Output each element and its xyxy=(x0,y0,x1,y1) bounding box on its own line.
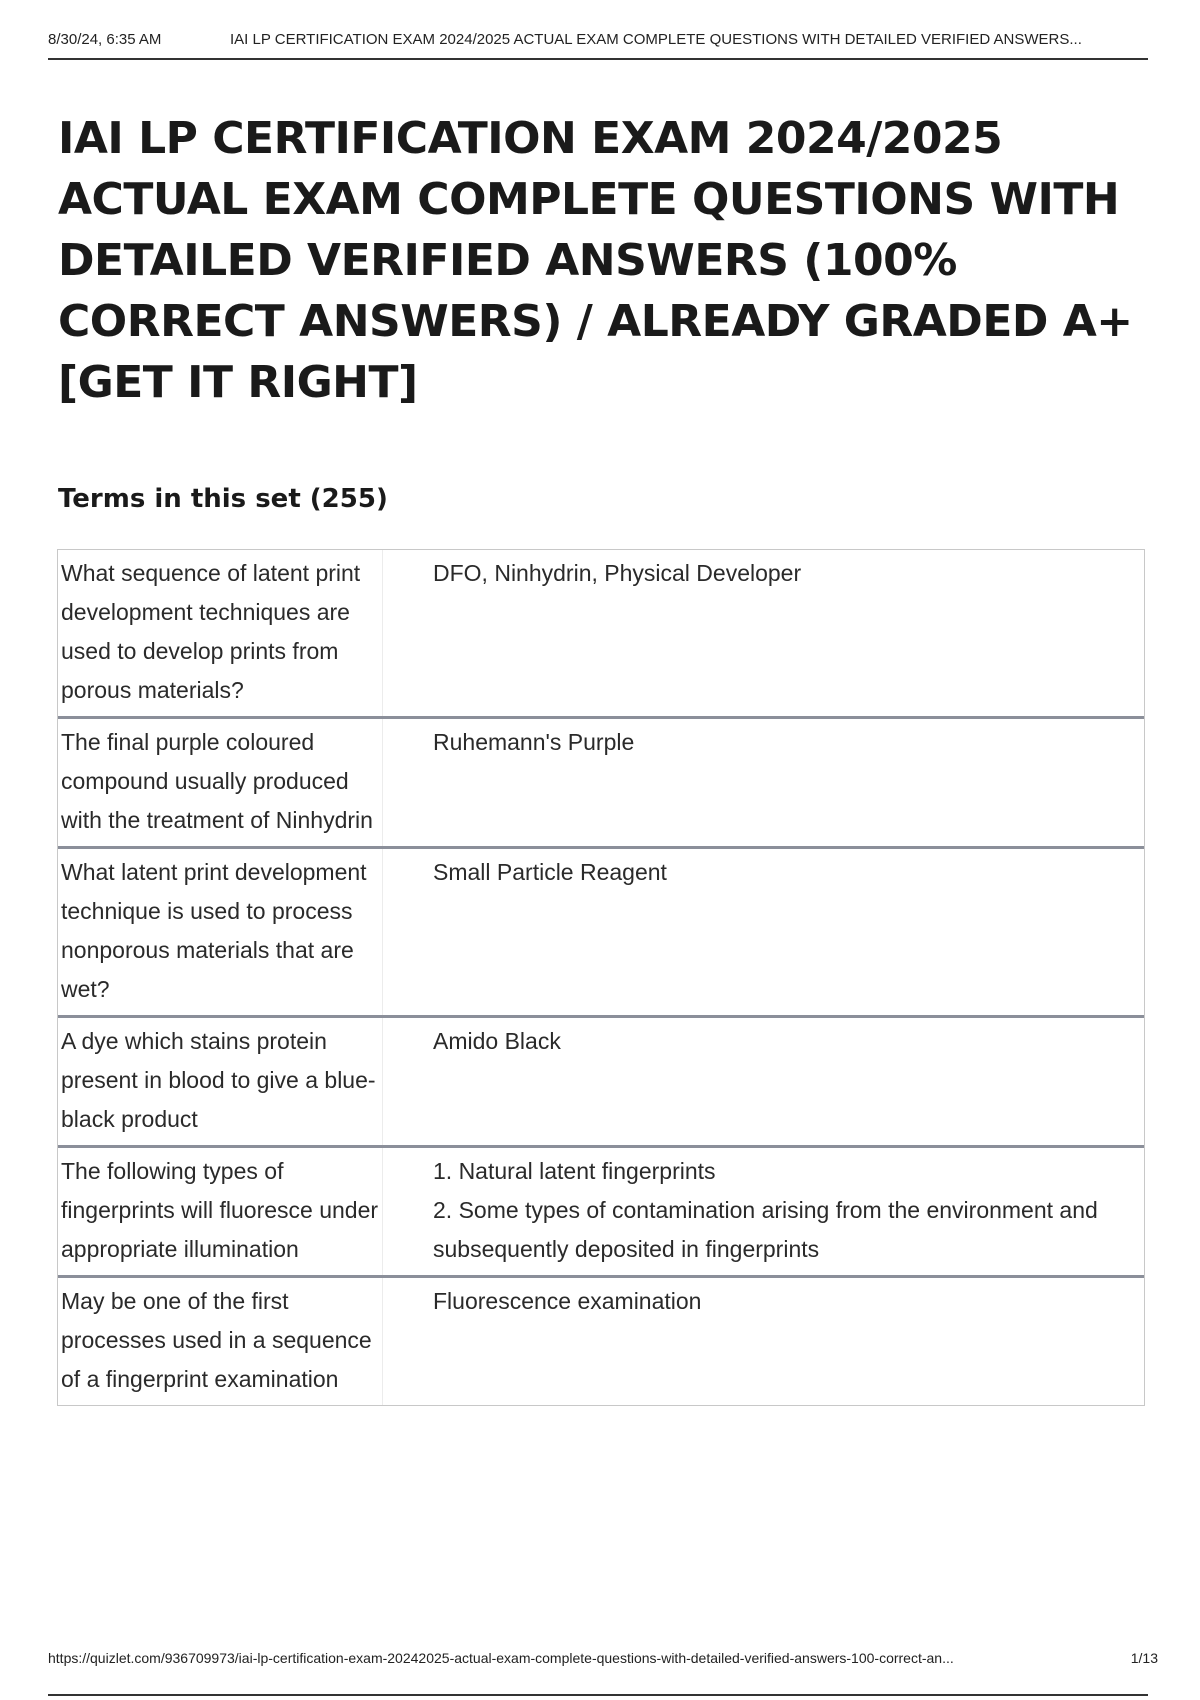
page-number: 1/13 xyxy=(1130,1650,1158,1666)
definition-line: Fluorescence examination xyxy=(433,1288,702,1314)
term-text: May be one of the first processes used in a sequence of a fingerprint examination xyxy=(58,1278,383,1405)
term-row xyxy=(58,849,1144,1018)
definition-text xyxy=(383,1148,1144,1275)
footer-divider xyxy=(48,1694,1148,1696)
definition-line: 2. Some types of contamination arising from the environment and subsequently deposited in fingerprints xyxy=(433,1197,1098,1262)
term-row xyxy=(58,1148,1144,1278)
page-title: IAI LP CERTIFICATION EXAM 2024/2025 ACTUAL EXAM COMPLETE QUESTIONS WITH DETAILED VERIFIED ANSWERS (100% CORRECT ANSWERS) / ALREADY GRADED A+ [GET IT RIGHT] xyxy=(58,113,1133,408)
print-header xyxy=(48,28,1148,60)
print-document-title: IAI LP CERTIFICATION EXAM 2024/2025 ACTUAL EXAM COMPLETE QUESTIONS WITH DETAILED VERIFIED ANSWERS... xyxy=(230,31,1082,48)
term-text: The final purple coloured compound usually produced with the treatment of Ninhydrin xyxy=(58,719,383,846)
definition-line: 1. Natural latent fingerprints xyxy=(433,1158,716,1184)
print-datetime: 8/30/24, 6:35 AM xyxy=(48,31,162,48)
print-url: https://quizlet.com/936709973/iai-lp-certification-exam-20242025-actual-exam-complete-questions-with-detailed-verified-answers-100-correct-an... xyxy=(48,1650,954,1666)
term-row xyxy=(58,550,1144,719)
definition-text xyxy=(383,550,1144,716)
term-row xyxy=(58,1018,1144,1148)
definition-text xyxy=(383,1278,1144,1405)
term-text: What latent print development technique is used to process nonporous materials that are wet? xyxy=(58,849,383,1015)
definition-line: Ruhemann's Purple xyxy=(433,729,635,755)
term-text: The following types of fingerprints will fluoresce under appropriate illumination xyxy=(58,1148,383,1275)
definition-line: DFO, Ninhydrin, Physical Developer xyxy=(433,560,802,586)
term-text: What sequence of latent print development techniques are used to develop prints from porous materials? xyxy=(58,550,383,716)
term-text: A dye which stains protein present in blood to give a blue-black product xyxy=(58,1018,383,1145)
terms-table xyxy=(57,549,1145,1406)
definition-line: Amido Black xyxy=(433,1028,561,1054)
definition-text xyxy=(383,849,1144,1015)
definition-text xyxy=(383,719,1144,846)
definition-text xyxy=(383,1018,1144,1145)
definition-line: Small Particle Reagent xyxy=(433,859,667,885)
term-row xyxy=(58,1278,1144,1406)
terms-count-heading: Terms in this set (255) xyxy=(58,484,388,514)
term-row xyxy=(58,719,1144,849)
